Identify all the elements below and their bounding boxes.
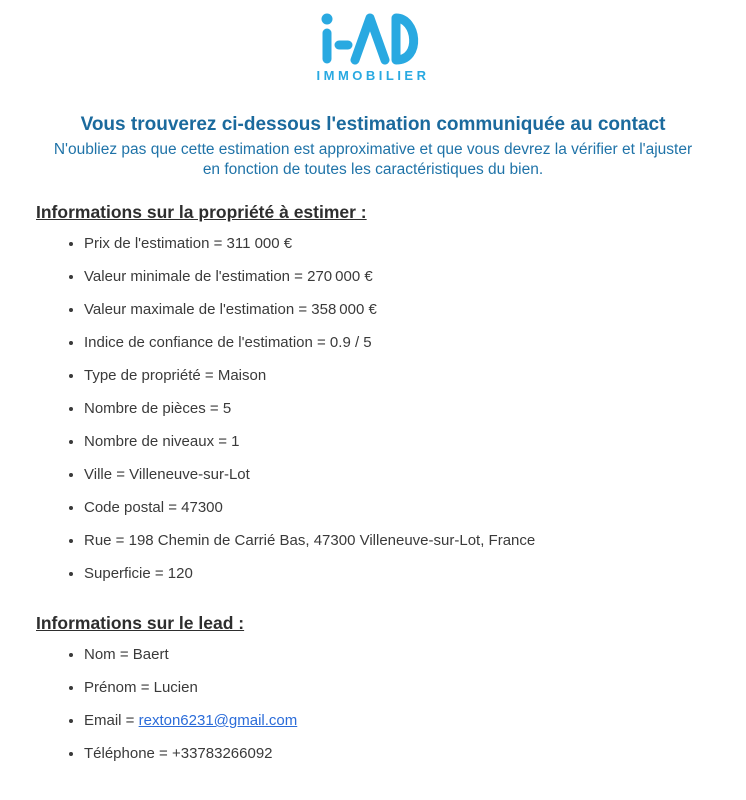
email-label: Email =: [84, 712, 139, 729]
iad-logo-icon: [318, 10, 428, 66]
iad-logo: [0, 0, 746, 83]
lead-section: [0, 613, 746, 761]
property-section: [0, 202, 746, 581]
property-items-list: [36, 236, 710, 581]
property-item-city: • Ville = Villeneuve-sur-Lot: [84, 467, 710, 482]
lead-item-email: [84, 713, 710, 728]
estimation-title: Vous trouverez ci-dessous l'estimation communiquée au contact: [80, 114, 666, 135]
property-item-confidence: • Indice de confiance de l'estimation = 0.9 / 5: [84, 335, 710, 350]
property-item-max-value: • Valeur maximale de l'estimation = 358 000 €: [84, 302, 710, 317]
property-section-heading: Informations sur la propriété à estimer :: [36, 202, 367, 222]
property-item-min-value: • Valeur minimale de l'estimation = 270 000 €: [84, 269, 710, 284]
property-item-rooms: • Nombre de pièces = 5: [84, 401, 710, 416]
property-item-price: • Prix de l'estimation = 311 000 €: [84, 236, 710, 251]
lead-items-list: [36, 647, 710, 761]
subtitle-line-2: en fonction de toutes les caractéristiques du bien.: [202, 161, 544, 178]
email-link[interactable]: rexton6231@gmail.com: [138, 712, 298, 729]
intro-block: [0, 113, 746, 180]
property-item-area: • Superficie = 120: [84, 566, 710, 581]
property-item-levels: • Nombre de niveaux = 1: [84, 434, 710, 449]
lead-item-lastname: • Nom = Baert: [84, 647, 710, 662]
property-item-postal-code: • Code postal = 47300: [84, 500, 710, 515]
property-item-type: • Type de propriété = Maison: [84, 368, 710, 383]
subtitle-line-1: N'oubliez pas que cette estimation est approximative et que vous devrez la vérifier et l'ajuster: [53, 141, 693, 158]
lead-item-firstname: • Prénom = Lucien: [84, 680, 710, 695]
lead-section-heading: Informations sur le lead :: [36, 613, 245, 633]
lead-item-phone: • Téléphone = +33783266092: [84, 746, 710, 761]
property-item-street: • Rue = 198 Chemin de Carrié Bas, 47300 Villeneuve-sur-Lot, France: [84, 533, 710, 548]
estimation-subtitle: [0, 140, 746, 180]
logo-immobilier-label: IMMOBILIER: [316, 68, 430, 83]
